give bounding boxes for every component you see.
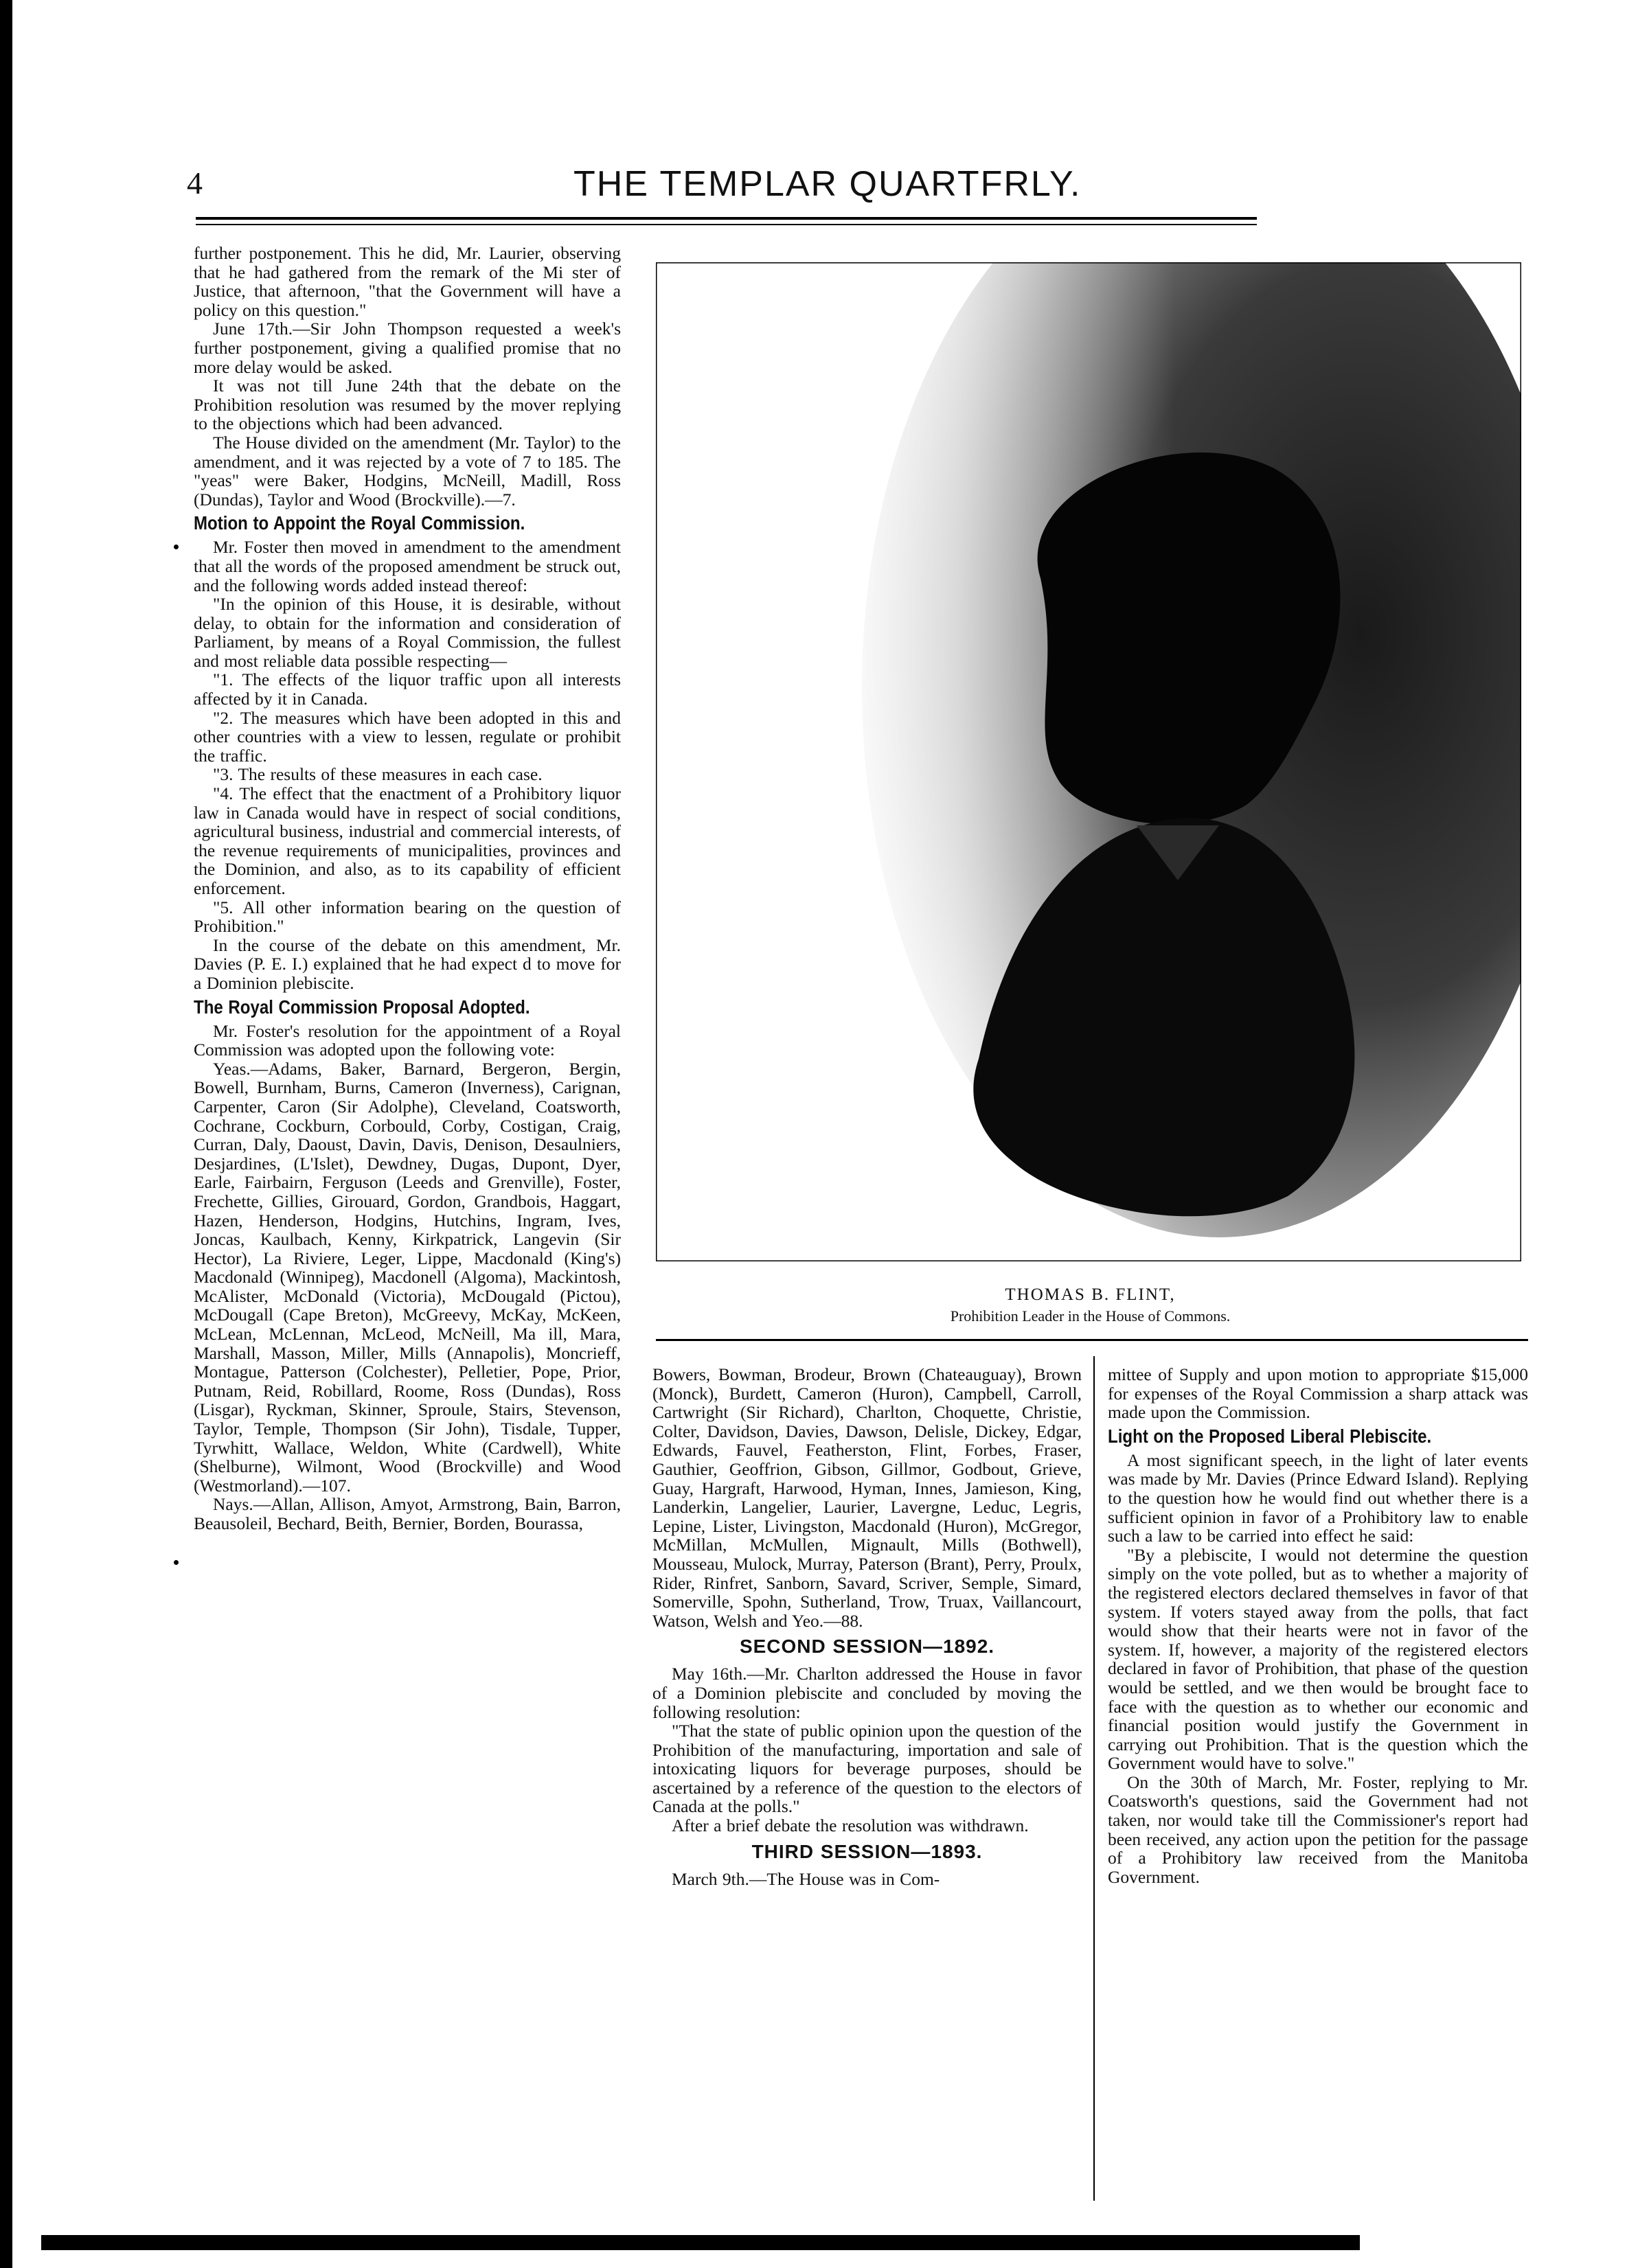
paragraph: Nays.—Allan, Allison, Amyot, Armstrong, Bain, Barron, Beausoleil, Bechard, Beith, Bernier, Borden, Bourassa, [194, 1494, 621, 1533]
portrait-caption-name: THOMAS B. FLINT, [1005, 1285, 1176, 1304]
paragraph: "By a plebiscite, I would not determine the question simply on the vote polled, but as to whether a majority of the registered electors declared themselves in favor of that system. If voters stayed away from the polls, that fact would show that their hearts were not in favor of the system. If, however, a majority of the registered electors declared in favor of Prohibition, that phase of the question would be settled, and we then would be brought face to face with the question as to whether our economic and financial position would justify the Government in carrying out Prohibition. That is the question which the Government would have to solve." [1108, 1544, 1528, 1774]
paragraph: "3. The results of these measures in each case. [213, 764, 543, 785]
paragraph: "In the opinion of this House, it is desirable, without delay, to obtain for the information and consideration of Parliament, by means of a Royal Commission, the fullest and most reliable data possible respecting— [194, 594, 621, 671]
page-title: THE TEMPLAR QUARTFRLY. [573, 164, 1082, 204]
header-rule-thin [196, 224, 1257, 225]
paragraph: Mr. Foster's resolution for the appointment of a Royal Commission was adopted upon the following vote: [194, 1020, 621, 1060]
section-heading: THIRD SESSION—1893. [751, 1840, 983, 1862]
paragraph: "1. The effects of the liquor traffic upon all interests affected by it in Canada. [194, 669, 621, 709]
paragraph: A most significant speech, in the light of later events was made by Mr. Davies (Prince Edward Island). Replying to the question how he would find out whether there is a sufficient opinion in favor of a Prohibitory law to enable such a law to be carried into effect he said: [1108, 1450, 1528, 1546]
portrait-image [656, 262, 1521, 1261]
header-rule [196, 217, 1257, 220]
paragraph: It was not till June 24th that the debate on the Prohibition resolution was resumed by the mover replying to the objections which had been advanced. [194, 376, 621, 434]
paragraph: June 17th.—Sir John Thompson requested a week's further postponement, giving a qualified promise that no more delay would be asked. [194, 319, 621, 377]
portrait-caption-title: Prohibition Leader in the House of Commons. [950, 1307, 1231, 1325]
paragraph: Mr. Foster then moved in amendment to the amendment that all the words of the proposed amendment be struck out, and the following words added instead thereof: [194, 537, 621, 595]
portrait-photograph [656, 262, 1521, 1261]
column-divider [1093, 1356, 1095, 2201]
paragraph: "2. The measures which have been adopted in this and other countries with a view to lessen, regulate or prohibit the traffic. [194, 707, 621, 766]
paragraph: "That the state of public opinion upon the question of the Prohibition of the manufacturing, importation and sale of intoxicating liquors for beverage purposes, should be ascertained by a reference of the question to the electors of Canada at the polls." [652, 1721, 1082, 1817]
article-column-right [1108, 1365, 1528, 1886]
section-heading: Motion to Appoint the Royal Commission. [194, 512, 525, 534]
paragraph: May 16th.—Mr. Charlton addressed the House in favor of a Dominion plebiscite and concluded by moving the following resolution: [652, 1664, 1082, 1722]
paragraph: Yeas.—Adams, Baker, Barnard, Bergeron, Bergin, Bowell, Burnham, Burns, Cameron (Inverness), Carignan, Carpenter, Caron (Sir Adolphe), Cleveland, Coatsworth, Cochrane, Cockburn, Corbould, Corby, Costigan, Craig, Curran, Daly, Daoust, Davin, Davis, Denison, Desaulniers, Desjardines, (L'Islet), Dewdney, Dugas, Dupont, Dyer, Earle, Fairbairn, Ferguson (Leeds and Grenville), Foster, Frechette, Gillies, Girouard, Gordon, Grandbois, Haggart, Hazen, Henderson, Hodgins, Hutchins, Ingram, Ives, Joncas, Kaulbach, Kenny, Kirkpatrick, Langevin (Sir Hector), La Riviere, Leger, Lippe, Macdonald (King's) Macdonald (Winnipeg), Macdonell (Algoma), Mackintosh, McAlister, McDonald (Victoria), McDougald (Pictou), McDougall (Cape Breton), McGreevy, McKay, McKeen, McLean, McLennan, McLeod, McNeill, Ma ill, Mara, Marshall, Masson, Miller, Mills (Annapolis), Moncrieff, Montague, Patterson (Colchester), Pelletier, Pope, Prior, Putnam, Reid, Robillard, Roome, Ross (Dundas), Ross (Lisgar), Ryckman, Skinner, Sproule, Stairs, Stevenson, Taylor, Temple, Thompson (Sir John), Tisdale, Tupper, Tyrwhitt, Wallace, Weldon, White (Cardwell), White (Shelburne), Wilmont, Wood (Brockville) and Wood (Westmorland).—107. [194, 1058, 621, 1496]
paragraph: On the 30th of March, Mr. Foster, replying to Mr. Coatsworth's questions, said the Government had not taken, nor would take till the Commissioner's report had been received, any action upon the petition for the passage of a Prohibitory law received from the Manitoba Government. [1108, 1772, 1528, 1887]
section-heading: The Royal Commission Proposal Adopted. [194, 996, 530, 1018]
paragraph: The House divided on the amendment (Mr. Taylor) to the amendment, and it was rejected by a vote of 7 to 185. The "yeas" were Baker, Hodgins, McNeill, Madill, Ross (Dundas), Taylor and Wood (Brockville).—7. [194, 432, 621, 509]
article-column-left [194, 244, 621, 1533]
paragraph: "4. The effect that the enactment of a Prohibitory liquor law in Canada would have in respect of social conditions, agricultural business, industrial and commercial interests, of the revenue requirements of municipalities, provinces and the Dominion, and also, as to its capability of efficient enforcement. [194, 783, 621, 898]
page-number: 4 [187, 165, 203, 201]
page-edge-scan-bar [0, 0, 12, 2268]
paragraph: mittee of Supply and upon motion to appropriate $15,000 for expenses of the Royal Commission a sharp attack was made upon the Commission. [1108, 1364, 1528, 1423]
paragraph: Bowers, Bowman, Brodeur, Brown (Chateauguay), Brown (Monck), Burdett, Cameron (Huron), Campbell, Carroll, Cartwright (Sir Richard), Charlton, Choquette, Christie, Colter, Davidson, Davies, Dawson, Delisle, Dickey, Edgar, Edwards, Fauvel, Featherston, Flint, Forbes, Fraser, Gauthier, Geoffrion, Gibson, Gillmor, Godbout, Grieve, Guay, Hargraft, Harwood, Hyman, Innes, Jamieson, King, Landerkin, Langelier, Laurier, Lavergne, Leduc, Legris, Lepine, Lister, Livingston, Macdonald (Huron), McGregor, McMillan, McMullen, Mignault, Mills (Bothwell), Mousseau, Mulock, Murray, Paterson (Brant), Perry, Proulx, Rider, Rinfret, Sanborn, Savard, Scriver, Semple, Simard, Somerville, Spohn, Sutherland, Trow, Truax, Vaillancourt, Watson, Welsh and Yeo.—88. [652, 1364, 1082, 1631]
paragraph: In the course of the debate on this amendment, Mr. Davies (P. E. I.) explained that he had expect d to move for a Dominion plebiscite. [194, 935, 621, 993]
page-bottom-scan-bar [41, 2235, 1360, 2250]
paragraph: further postponement. This he did, Mr. Laurier, observing that he had gathered from the remark of the Mi ster of Justice, that afternoon, "that the Government will have a policy on this question." [194, 243, 621, 320]
margin-dot [174, 545, 179, 549]
margin-dot [174, 1560, 179, 1565]
section-heading: SECOND SESSION—1892. [739, 1636, 995, 1658]
section-heading: Light on the Proposed Liberal Plebiscite. [1108, 1425, 1432, 1447]
paragraph: After a brief debate the resolution was withdrawn. [672, 1815, 1029, 1836]
paragraph: "5. All other information bearing on the question of Prohibition." [194, 897, 621, 937]
caption-rule [656, 1339, 1528, 1341]
paragraph: March 9th.—The House was in Com- [672, 1868, 940, 1889]
article-column-middle [652, 1365, 1082, 1888]
